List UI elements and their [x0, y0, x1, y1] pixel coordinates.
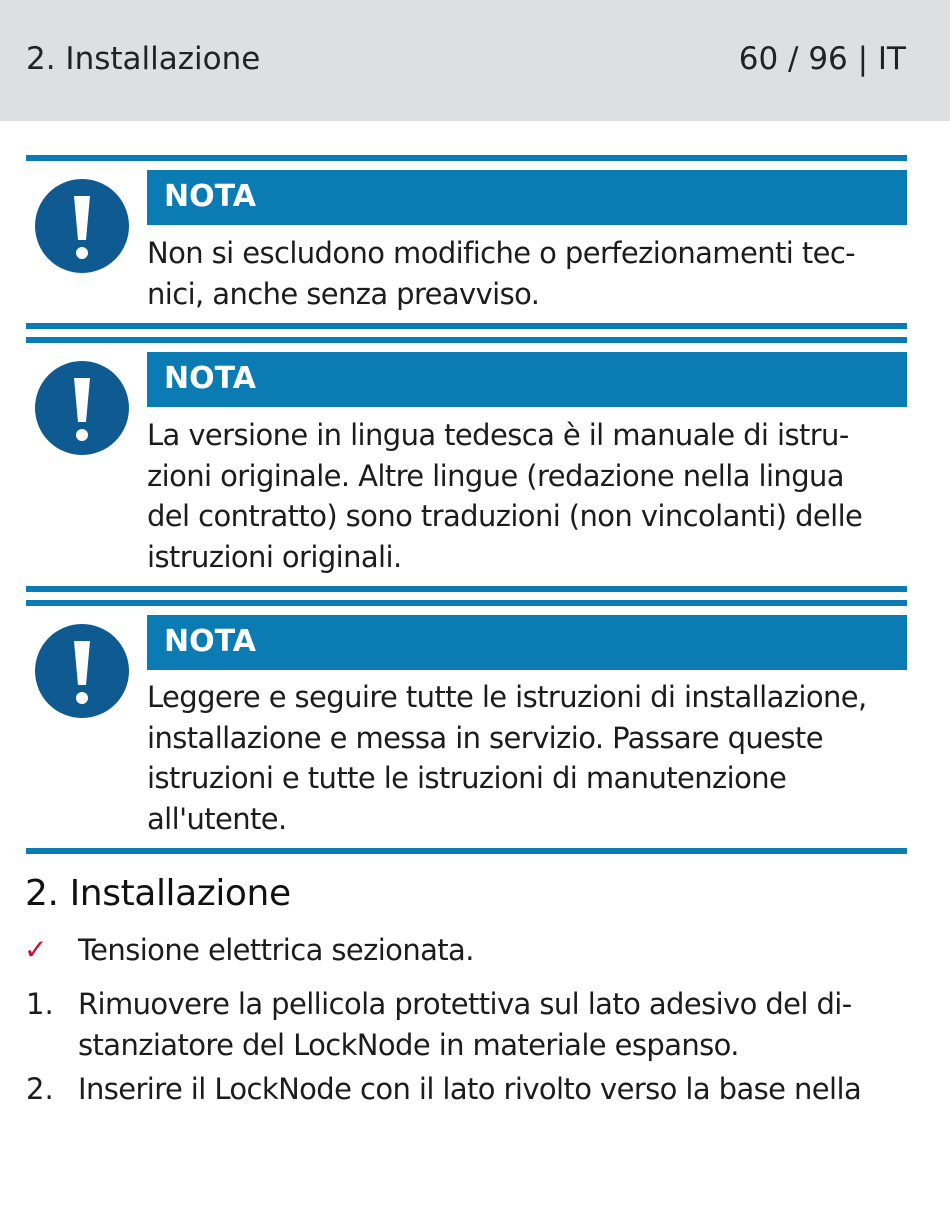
- note-line: installazione e messa in servizio. Passare queste: [147, 720, 823, 755]
- exclamation-circle-icon: [34, 178, 130, 274]
- page-header: [0, 0, 950, 121]
- step-text: [78, 1069, 918, 1110]
- step-line: stanziatore del LockNode in materiale espanso.: [78, 1027, 739, 1062]
- note-text: [147, 677, 912, 839]
- step-text: [78, 984, 918, 1065]
- header-page-number: 60 / 96 | IT: [738, 41, 906, 77]
- note-divider: [26, 323, 907, 329]
- note-line: istruzioni originali.: [147, 539, 402, 574]
- note-label: NOTA: [164, 179, 256, 214]
- step-line: Rimuovere la pellicola protettiva sul lato adesivo del di-: [78, 987, 852, 1021]
- section-heading: 2. Installazione: [25, 873, 291, 914]
- note-line: nici, anche senza preavviso.: [147, 276, 540, 311]
- note-divider: [26, 586, 907, 592]
- checkmark-icon: ✓: [24, 933, 48, 966]
- note-header-bar: [147, 170, 907, 225]
- note-line: del contratto) sono traduzioni (non vincolanti) delle: [147, 499, 863, 533]
- note-line: Non si escludono modifiche o perfezionamenti tec-: [147, 236, 856, 270]
- note-line: La versione in lingua tedesca è il manuale di istru-: [147, 418, 849, 452]
- exclamation-circle-icon: [34, 360, 130, 456]
- header-section-title: 2. Installazione: [26, 41, 261, 77]
- note-line: all'utente.: [147, 801, 287, 836]
- note-header-bar: [147, 352, 907, 407]
- note-text: [147, 415, 912, 577]
- note-label: NOTA: [164, 361, 256, 396]
- note-text: [147, 233, 912, 314]
- step-number: 1.: [26, 987, 54, 1021]
- note-line: zioni originale. Altre lingue (redazione nella lingua: [147, 458, 844, 493]
- prerequisite-text: Tensione elettrica sezionata.: [78, 933, 474, 967]
- step-line: Inserire il LockNode con il lato rivolto verso la base nella: [78, 1072, 862, 1106]
- note-divider: [26, 155, 907, 161]
- note-header-bar: [147, 615, 907, 670]
- note-divider: [26, 600, 907, 606]
- note-line: Leggere e seguire tutte le istruzioni di installazione,: [147, 680, 867, 714]
- note-divider: [26, 848, 907, 854]
- note-label: NOTA: [164, 624, 256, 659]
- note-divider: [26, 337, 907, 343]
- note-line: istruzioni e tutte le istruzioni di manutenzione: [147, 761, 787, 795]
- step-number: 2.: [26, 1072, 54, 1106]
- exclamation-circle-icon: [34, 623, 130, 719]
